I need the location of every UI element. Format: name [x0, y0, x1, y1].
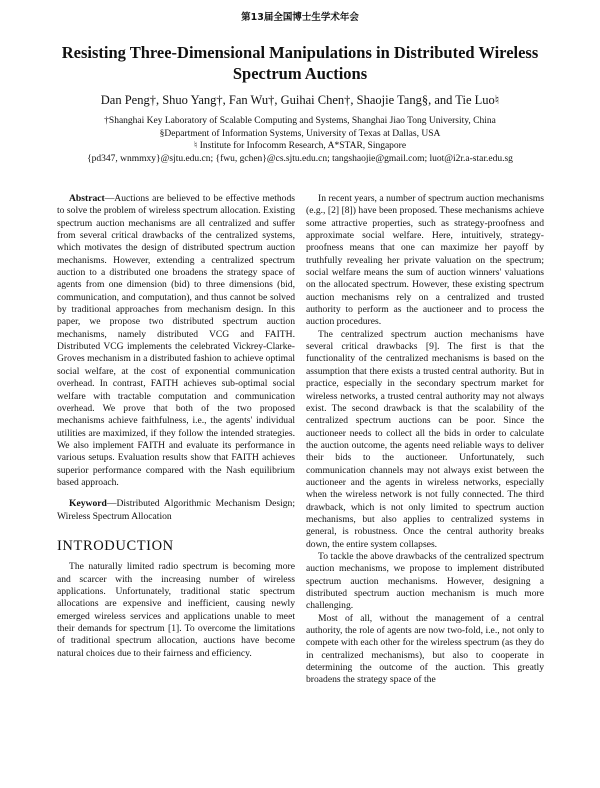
conference-header: 第13届全国博士生学术年会	[241, 12, 359, 23]
body-paragraph-4: Most of all, without the management of a central authority, the role of agents are now two-fold, i.e., not only to compete with each other for the wireless spectrum (as they do in centralized mechanisms), but also to cooperate in determining the outcome of the auction. This greatly broadens the strategy space of the	[306, 612, 544, 686]
keywords-text: —Distributed Algorithmic Mechanism Design; Wireless Spectrum Allocation	[57, 498, 295, 522]
intro-paragraph-1: The naturally limited radio spectrum is becoming more and scarcer with the increasing number of wireless applications. Unfortunately, traditional static spectrum allocations are expensive and inefficient, causing newly emerged wireless services and applications unable to meet their demands for spectrum [1]. To overcome the limitations of traditional spectrum allocation, auctions have become natural choices due to their fairness and efficiency.	[57, 561, 295, 659]
abstract-text: —Auctions are believed to be effective methods to solve the problem of wireless spectrum allocation. Existing spectrum auction mechanisms are all centralized and suffer from several critical drawbacks of the centralized systems, which motivates the design of distributed spectrum auction mechanisms. However, extending a centralized spectrum auction to a distributed one broadens the strategy space of agents from one dimension (bid) to three dimensions (bid, communication, and computation), and thus cannot be solved by traditional approaches from mechanism design. In this paper, we propose two distributed spectrum auction mechanisms, namely distributed VCG and FAITH. Distributed VCG implements the celebrated Vickrey-Clarke-Groves mechanism in a distributed fashion to achieve optimal social welfare, at the cost of exponential communication overhead. In contrast, FAITH achieves sub-optimal social welfare with tractable computation and communication overhead. We prove that both of the two proposed mechanisms achieve faithfulness, i.e., the agents' individual utilities are maximized, if they follow the intended strategies. We also implement FAITH and evaluate its performance in various setups. Evaluation results show that FAITH achieves superior performance compared with the Nash equilibrium based approach.	[57, 193, 295, 488]
affiliation-sjtu: †Shanghai Key Laboratory of Scalable Computing and Systems, Shanghai Jiao Tong University, China	[104, 116, 496, 126]
keywords	[57, 498, 295, 523]
paper-title: Resisting Three-Dimensional Manipulations in Distributed Wireless Spectrum Auctions	[61, 43, 539, 83]
affiliations	[0, 115, 600, 165]
affiliation-utd: §Department of Information Systems, University of Texas at Dallas, USA	[159, 128, 441, 139]
abstract-label: Abstract	[69, 193, 105, 204]
body-paragraph-2: The centralized spectrum auction mechanisms have several critical drawbacks [9]. The first is that the functionality of the centralized mechanisms is based on the assumption that there exists a trusted central authority. But in practice, especially in the secondary spectrum market for wireless networks, a trusted central authority may not always exist. The second drawback is that the scalability of the centralized spectrum auctions can be poor. Since the auctioneer needs to collect all the bids in order to calculate the auction outcome, the agents need reliable ways to deliver their bids to the auctioneer. Unfortunately, such communication channels may not always exist between the auctioneer and the agents in wireless networks, especially when the wireless network is not fully connected. The third drawback, which is not only limited to spectrum auction mechanisms, but also applies to centralized systems in general, is robustness. Once the central authority breaks down, the entire system collapses.	[306, 328, 544, 550]
right-column	[306, 193, 544, 687]
author-list: Dan Peng†, Shuo Yang†, Fan Wu†, Guihai Chen†, Shaojie Tang§, and Tie Luo♮	[100, 93, 500, 107]
left-column	[57, 193, 295, 660]
body-paragraph-1: In recent years, a number of spectrum auction mechanisms (e.g., [2] [8]) have been proposed. These mechanisms achieve some attractive properties, such as strategy-proofness and approximate social welfare. Here, intuitively, strategy-proofness means that one can maximize her payoff by truthfully revealing her private valuation on the spectrum; social welfare means the sum of auction winners' valuations on the allocated spectrum. However, these existing spectrum auction mechanisms rely on a centralized and trusted authority to perform as the auctioneer and to process the auction procedures.	[306, 193, 544, 328]
body-paragraph-3: To tackle the above drawbacks of the centralized spectrum auction mechanisms, we propose to implement distributed spectrum auction mechanisms. However, designing a distributed spectrum auction mechanism is much more challenging.	[306, 550, 544, 612]
abstract	[57, 193, 295, 489]
keywords-label: Keyword	[69, 498, 107, 510]
author-emails: {pd347, wnmmxy}@sjtu.edu.cn; {fwu, gchen}@cs.sjtu.edu.cn; tangshaojie@gmail.com; luot@i2r.a-star.edu.sg	[87, 153, 513, 164]
section-heading-introduction: INTRODUCTION	[57, 537, 174, 554]
affiliation-i2r: ♮ Institute for Infocomm Research, A*STAR, Singapore	[193, 141, 407, 151]
